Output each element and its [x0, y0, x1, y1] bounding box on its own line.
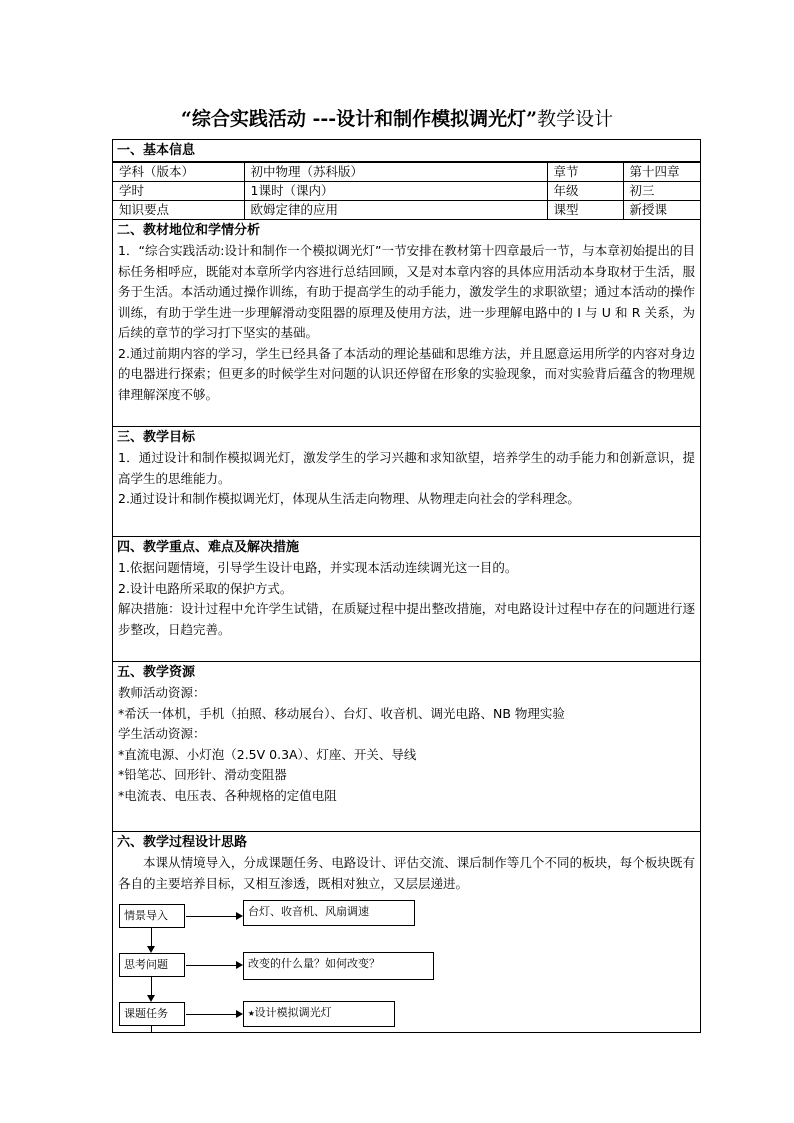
table-row — [113, 163, 700, 182]
solution-measures: 解决措施：设计过程中允许学生试错，在质疑过程中提出整改措施，对电路设计过程中存在的问题进行逐步整改，日趋完善。 — [118, 601, 695, 637]
process-flowchart — [113, 894, 700, 1032]
section-analysis — [113, 219, 700, 426]
table-row — [113, 182, 700, 201]
resource-line: *电流表、电压表、各种规格的定值电阻 — [118, 787, 337, 803]
resource-line: *希沃一体机，手机（拍照、移动展台）、台灯、收音机、调光电路、NB 物理实验 — [118, 705, 565, 721]
table-cell: 知识要点 — [113, 201, 244, 220]
arrow-right-icon — [236, 912, 243, 920]
key-point-1: 1.依据问题情境，引导学生设计电路，并实现本活动连续调光这一目的。 — [118, 560, 518, 575]
analysis-paragraph-1: 1．“综合实践活动:设计和制作一个模拟调光灯”一节安排在教材第十四章最后一节，与本章初始提出的目标任务相呼应，既能对本章所学内容进行总结回顾，又是对本章内容的具体应用活动本身取材于生活，服务于生活。本活动通过操作训练，有助于提高学生的动手能力，激发学生的求职欲望；通过本活动的操作训练，有助于学生进一步理解滑动变阻器的原理及使用方法，进一步理解电路中的 I 与 U 和 R 关系，为后续的章节的学习打下坚实的基础。 — [118, 243, 695, 340]
section-basic-info-heading: 一、基本信息 — [113, 140, 700, 162]
section-analysis-heading: 二、教材地位和学情分析 — [117, 223, 261, 238]
table-cell: 年级 — [547, 182, 623, 201]
resource-line: *直流电源、小灯泡（2.5V 0.3A）、灯座、开关、导线 — [118, 746, 417, 762]
table-cell: 课型 — [547, 201, 623, 220]
flow-arrow-line — [186, 916, 236, 917]
section-objectives-heading: 三、教学目标 — [117, 430, 196, 445]
table-cell: 初三 — [623, 182, 700, 201]
section-process-heading: 六、教学过程设计思路 — [117, 835, 248, 850]
section-resources-heading: 五、教学资源 — [117, 665, 196, 680]
flow-arrow-line — [186, 1014, 236, 1015]
table-cell: 学科（版本） — [113, 163, 244, 182]
title-normal: 教学设计 — [537, 108, 614, 130]
flow-step-label: 思考问题 — [124, 958, 168, 971]
flow-step-label: 课题任务 — [124, 1007, 168, 1020]
arrow-right-icon — [236, 1010, 243, 1018]
flow-note-box — [243, 1001, 395, 1027]
flow-note-label: 台灯、收音机、风扇调速 — [248, 905, 369, 918]
resource-line: 教师活动资源： — [118, 685, 206, 700]
analysis-paragraph-2: 2.通过前期内容的学习，学生已经具备了本活动的理论基础和思维方法，并且愿意运用所学的内容对身边的电器进行探索；但更多的时候学生对问题的认识还停留在形象的实验现象，而对实验背后蕴含的物理规律理解深度不够。 — [118, 345, 695, 402]
table-cell: 1课时（课内） — [244, 182, 547, 201]
flow-step-label: 情景导入 — [124, 909, 168, 922]
objective-1: 1．通过设计和制作模拟调光灯，激发学生的学习兴趣和求知欲望，培养学生的动手能力和创新意识，提高学生的思维能力。 — [118, 450, 695, 486]
table-row — [113, 201, 700, 220]
flow-step-box — [119, 1002, 185, 1026]
flow-step-box — [119, 953, 185, 977]
resource-line: *铅笔芯、回形针、滑动变阻器 — [118, 767, 287, 782]
table-cell: 第十四章 — [623, 163, 700, 182]
flow-connector — [151, 1026, 152, 1032]
arrow-right-icon — [236, 961, 243, 969]
table-cell: 新授课 — [623, 201, 700, 220]
section-process — [113, 831, 700, 1032]
flow-note-box — [243, 900, 415, 926]
objective-2: 2.通过设计和制作模拟调光灯，体现从生活走向物理、从物理走向社会的学科理念。 — [118, 491, 580, 506]
basic-info-table — [113, 162, 700, 219]
process-intro: 本课从情境导入，分成课题任务、电路设计、评估交流、课后制作等几个不同的板块，每个板块既有各自的主要培养目标，又相互渗透，既相对独立，又层层递进。 — [118, 855, 695, 891]
section-resources — [113, 661, 700, 831]
section-objectives — [113, 426, 700, 536]
flow-note-label: 改变的什么量？如何改变？ — [248, 957, 380, 970]
arrow-down-icon — [147, 995, 155, 1002]
flow-step-box — [119, 904, 185, 928]
flow-note-label: ★设计模拟调光灯 — [248, 1006, 332, 1019]
key-point-2: 2.设计电路所采取的保护方式。 — [118, 580, 293, 596]
section-key-points-heading: 四、教学重点、难点及解决措施 — [117, 540, 300, 555]
section-key-points — [113, 536, 700, 661]
arrow-down-icon — [147, 946, 155, 953]
title-bold: “综合实践活动 ---设计和制作模拟调光灯” — [180, 108, 538, 130]
table-cell: 初中物理（苏科版） — [244, 163, 547, 182]
flow-arrow-line — [186, 965, 236, 966]
lesson-plan-table — [112, 139, 701, 1033]
table-cell: 学时 — [113, 182, 244, 201]
table-cell: 欧姆定律的应用 — [244, 201, 547, 220]
resource-line: 学生活动资源： — [118, 726, 206, 741]
document-title — [0, 104, 794, 131]
flow-note-box — [243, 952, 434, 980]
table-cell: 章节 — [547, 163, 623, 182]
